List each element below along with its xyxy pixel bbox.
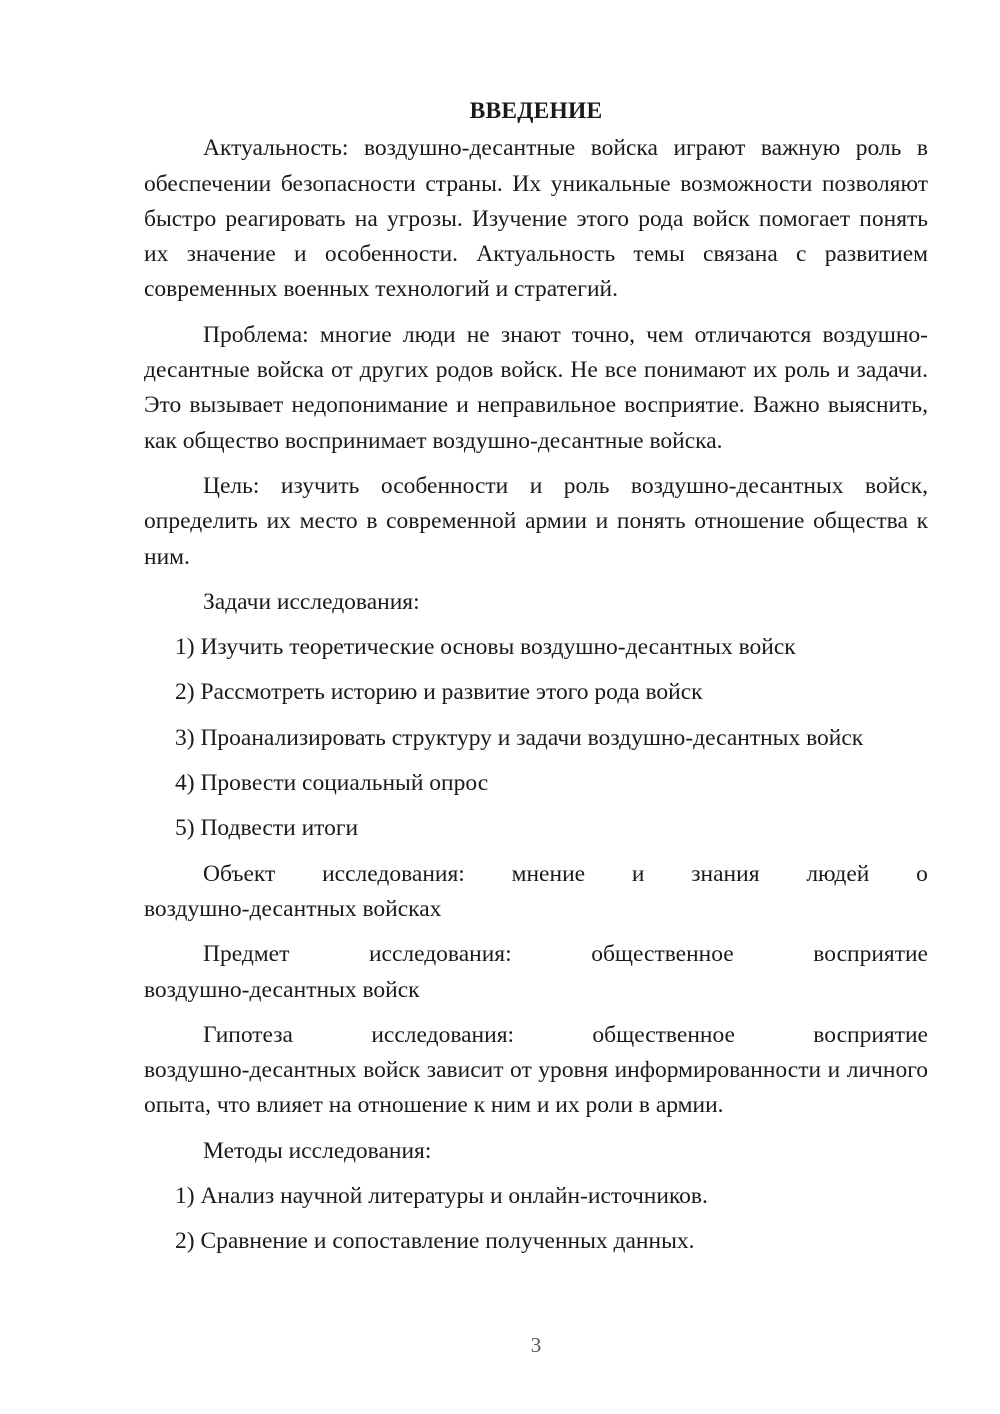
method-item: 1) Анализ научной литературы и онлайн-источников. [175,1183,708,1210]
relevance-paragraph: Актуальность: воздушно-десантные войска играют важную роль в обеспечении безопасности страны. Их уникальные возможности позволяют быстро реагировать на угрозы. Изучение этого рода войск помогает понять их значение и особенности. Актуальность темы связана с развитием современных военных технологий и стратегий. [144,135,928,303]
methods-heading: Методы исследования: [203,1137,432,1164]
subject-word: исследования: [368,941,512,968]
task-item: 1) Изучить теоретические основы воздушно-десантных войск [175,634,796,661]
page-title: ВВЕДЕНИЕ [469,98,603,124]
object-word: и [631,860,645,887]
object-word: о [916,860,928,887]
subject-first-line [144,937,928,972]
subject-continuation: воздушно-десантных войск [144,976,420,1003]
subject-paragraph [144,937,928,1008]
hypothesis-word: восприятие [813,1021,928,1048]
hypothesis-word: общественное [592,1021,735,1048]
hypothesis-paragraph [144,1018,928,1124]
page-number: 3 [530,1333,542,1357]
object-first-line [144,857,928,892]
hypothesis-word: исследования: [371,1021,515,1048]
object-word: мнение [511,860,586,887]
method-item: 2) Сравнение и сопоставление полученных данных. [175,1228,695,1255]
hypothesis-word: Гипотеза [203,1021,293,1048]
hypothesis-first-line [144,1018,928,1053]
object-word: людей [806,860,870,887]
task-item: 5) Подвести итоги [175,815,359,842]
document-page [144,94,928,1270]
subject-word: восприятие [813,941,928,968]
problem-paragraph: Проблема: многие люди не знают точно, чем отличаются воздушно-десантные войска от других родов войск. Не все понимают их роль и задачи. Это вызывает недопонимание и неправильное восприятие. Важно выяснить, как общество воспринимает воздушно-десантные войска. [144,321,928,454]
object-word: знания [691,860,760,887]
task-item: 3) Проанализировать структуру и задачи воздушно-десантных войск [175,724,864,751]
object-word: исследования: [322,860,465,887]
tasks-heading: Задачи исследования: [203,588,420,615]
subject-word: Предмет [203,941,290,968]
goal-paragraph: Цель: изучить особенности и роль воздушно-десантных войск, определить их место в современной армии и понять отношение общества к ним. [144,472,928,570]
subject-word: общественное [591,941,734,968]
hypothesis-continuation: воздушно-десантных войск зависит от уровня информированности и личного опыта, что влияет на отношение к ним и их роли в армии. [144,1057,928,1119]
task-item: 4) Провести социальный опрос [175,770,489,797]
object-continuation: воздушно-десантных войсках [144,895,442,922]
object-word: Объект [203,860,276,887]
object-paragraph [144,857,928,928]
task-item: 2) Рассмотреть историю и развитие этого рода войск [175,679,703,706]
